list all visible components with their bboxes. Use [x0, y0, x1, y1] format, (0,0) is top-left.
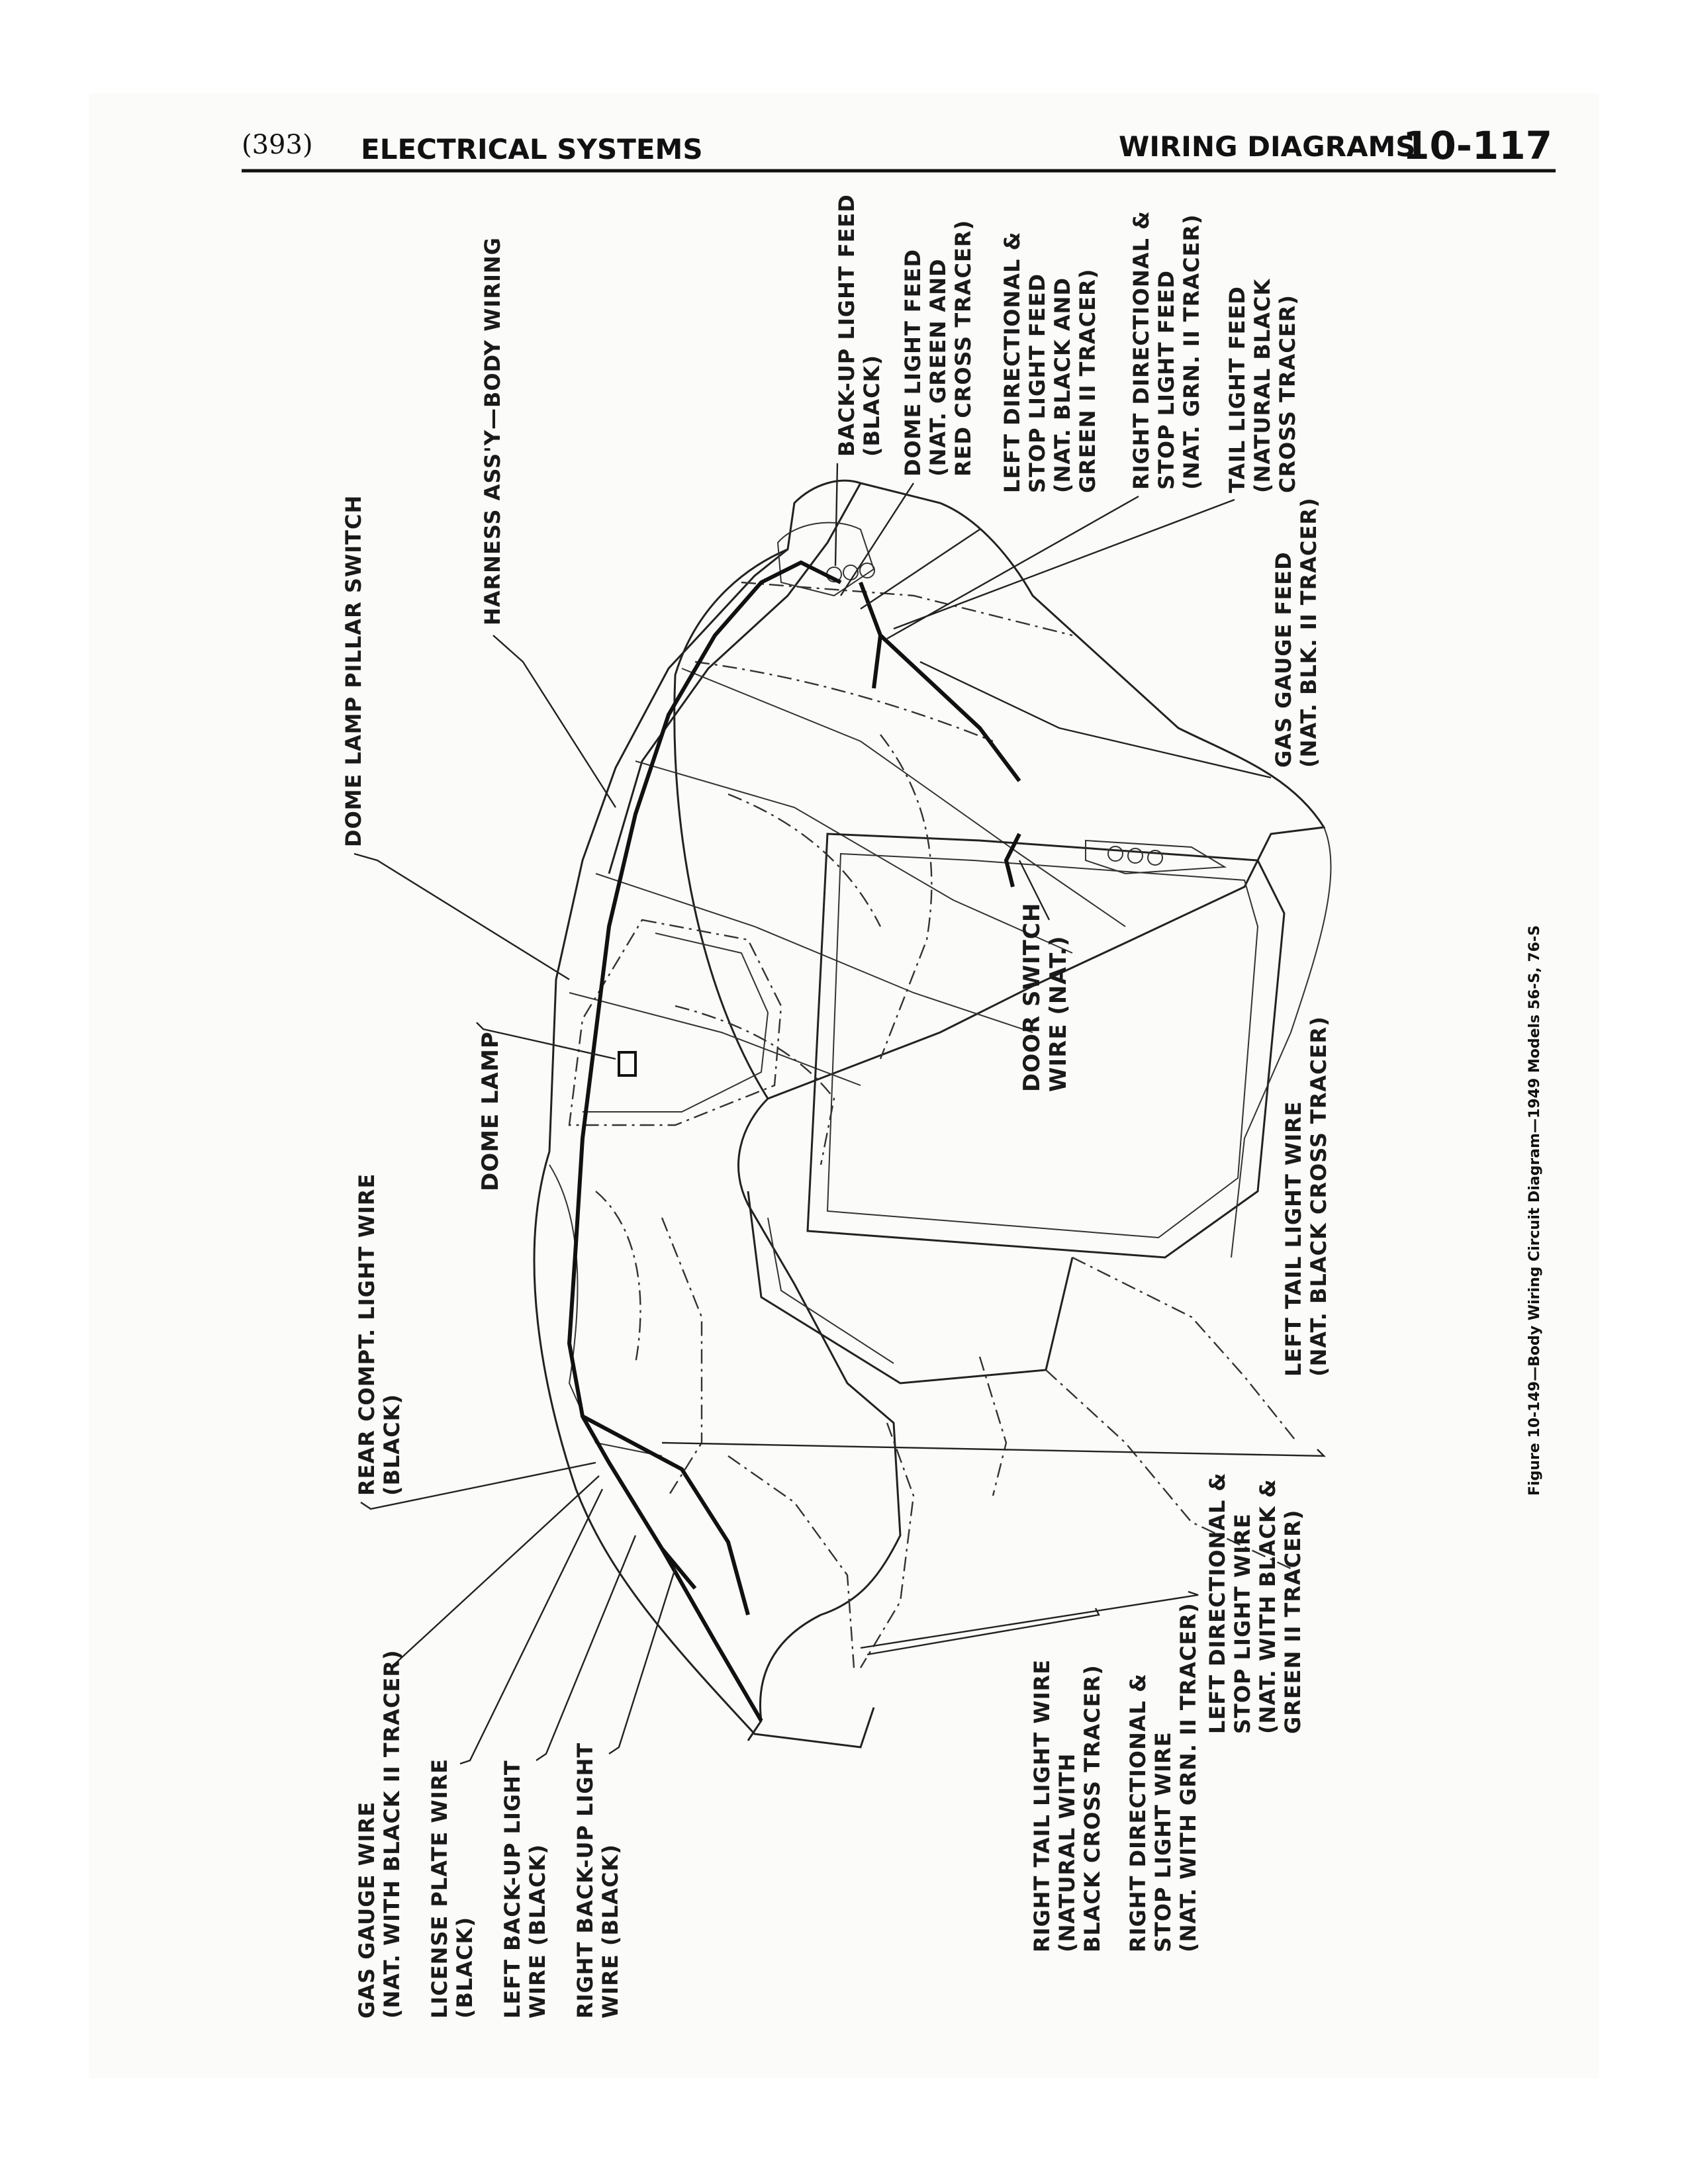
label-dome-lamp [477, 1031, 504, 1191]
svg-text:TAIL LIGHT FEED(NATURAL BLACKC: TAIL LIGHT FEED(NATURAL BLACKCROSS TRACER) [1225, 278, 1300, 493]
svg-text:GAS GAUGE FEED(NAT. BLK. II TR: GAS GAUGE FEED(NAT. BLK. II TRACER) [1271, 497, 1321, 768]
label-gas-gauge-wire [354, 1649, 404, 2019]
svg-text:GAS GAUGE WIRE(NAT. WITH BLACK: GAS GAUGE WIRE(NAT. WITH BLACK II TRACER) [354, 1649, 404, 2019]
label-backup-light-feed [834, 194, 884, 457]
leader-gas-wire [391, 1476, 599, 1668]
page-header [242, 123, 1556, 171]
section-title: ELECTRICAL SYSTEMS [361, 133, 703, 165]
leader-left-backup [536, 1535, 635, 1760]
label-license-plate-wire [427, 1758, 477, 2019]
leader-right-dir-wire [867, 1608, 1099, 1655]
svg-text:LEFT DIRECTIONAL &STOP LIGHT F: LEFT DIRECTIONAL &STOP LIGHT FEED(NAT. BLACK ANDGREEN II TRACER) [1000, 231, 1100, 493]
label-harness-assembly [480, 237, 505, 625]
wiring-harness [569, 563, 1019, 1721]
svg-text:Figure 10-149—Body Wiring Circ: Figure 10-149—Body Wiring Circuit Diagram—1949 Models 56-S, 76-S [1526, 925, 1543, 1496]
svg-text:RIGHT DIRECTIONAL &STOP LIGHT: RIGHT DIRECTIONAL &STOP LIGHT WIRE(NAT. WITH GRN. II TRACER) [1125, 1602, 1201, 1952]
label-right-directional-feed [1129, 210, 1204, 490]
svg-text:RIGHT TAIL LIGHT WIRE(NATURAL: RIGHT TAIL LIGHT WIRE(NATURAL WITHBLACK CROSS TRACER) [1029, 1659, 1105, 1952]
label-left-tail-light-wire [1281, 1016, 1331, 1377]
label-door-switch-wire [1019, 903, 1072, 1092]
leader-left-dir-wire [861, 1592, 1198, 1648]
label-left-directional-wire [1205, 1473, 1305, 1734]
leader-harness [493, 635, 616, 807]
svg-text:LICENSE PLATE WIRE(BLACK): LICENSE PLATE WIRE(BLACK) [427, 1758, 477, 2019]
label-tail-light-feed [1225, 279, 1300, 493]
svg-text:REAR COMPT. LIGHT WIRE(BLACK): REAR COMPT. LIGHT WIRE(BLACK) [354, 1173, 404, 1496]
svg-text:LEFT BACK-UP LIGHTWIRE (BLACK): LEFT BACK-UP LIGHTWIRE (BLACK) [500, 1760, 550, 2019]
leader-backup-feed [835, 463, 837, 566]
svg-text:RIGHT BACK-UP LIGHTWIRE (BLACK: RIGHT BACK-UP LIGHTWIRE (BLACK) [573, 1742, 623, 2019]
dome-lamp-symbol [619, 1052, 635, 1075]
label-rear-compartment-light-wire [354, 1173, 404, 1496]
label-right-backup-light-wire [573, 1743, 623, 2019]
svg-text:DOME LIGHT FEED(NAT. GREEN AND: DOME LIGHT FEED(NAT. GREEN ANDRED CROSS TRACER) [900, 219, 976, 477]
label-dome-lamp-pillar-switch [341, 495, 366, 847]
svg-text:DOOR SWITCHWIRE (NAT.): DOOR SWITCHWIRE (NAT.) [1019, 902, 1072, 1092]
leader-tail-feed [894, 500, 1235, 629]
leader-dome-pillar [354, 854, 569, 979]
label-gas-gauge-feed [1271, 497, 1321, 768]
subsection-title: WIRING DIAGRAMS [1119, 130, 1416, 163]
label-right-tail-light-wire [1029, 1659, 1105, 1952]
label-right-directional-wire [1125, 1602, 1201, 1952]
leader-right-backup [609, 1569, 675, 1754]
svg-text:BACK-UP LIGHT FEED(BLACK): BACK-UP LIGHT FEED(BLACK) [834, 194, 884, 457]
label-left-directional-feed [1000, 232, 1100, 493]
svg-text:HARNESS ASS'Y—BODY WIRING: HARNESS ASS'Y—BODY WIRING [480, 237, 505, 625]
leader-license [460, 1489, 602, 1764]
label-dome-light-feed [900, 220, 976, 477]
page-number: 10-117 [1403, 123, 1552, 168]
label-left-backup-light-wire [500, 1760, 550, 2019]
page-reference: (393) [242, 130, 313, 160]
svg-text:DOME LAMP PILLAR SWITCH: DOME LAMP PILLAR SWITCH [341, 494, 366, 847]
svg-text:RIGHT DIRECTIONAL &STOP LIGHT: RIGHT DIRECTIONAL &STOP LIGHT FEED(NAT. GRN. II TRACER) [1129, 210, 1204, 490]
leader-left-tail [662, 1443, 1324, 1456]
svg-text:DOME LAMP: DOME LAMP [477, 1031, 504, 1191]
figure-caption [1526, 925, 1543, 1496]
svg-text:LEFT DIRECTIONAL &STOP LIGHT W: LEFT DIRECTIONAL &STOP LIGHT WIRE(NAT. WITH BLACK &GREEN II TRACER) [1205, 1472, 1305, 1734]
svg-text:LEFT TAIL LIGHT WIRE(NAT. BLAC: LEFT TAIL LIGHT WIRE(NAT. BLACK CROSS TRACER) [1281, 1016, 1331, 1377]
